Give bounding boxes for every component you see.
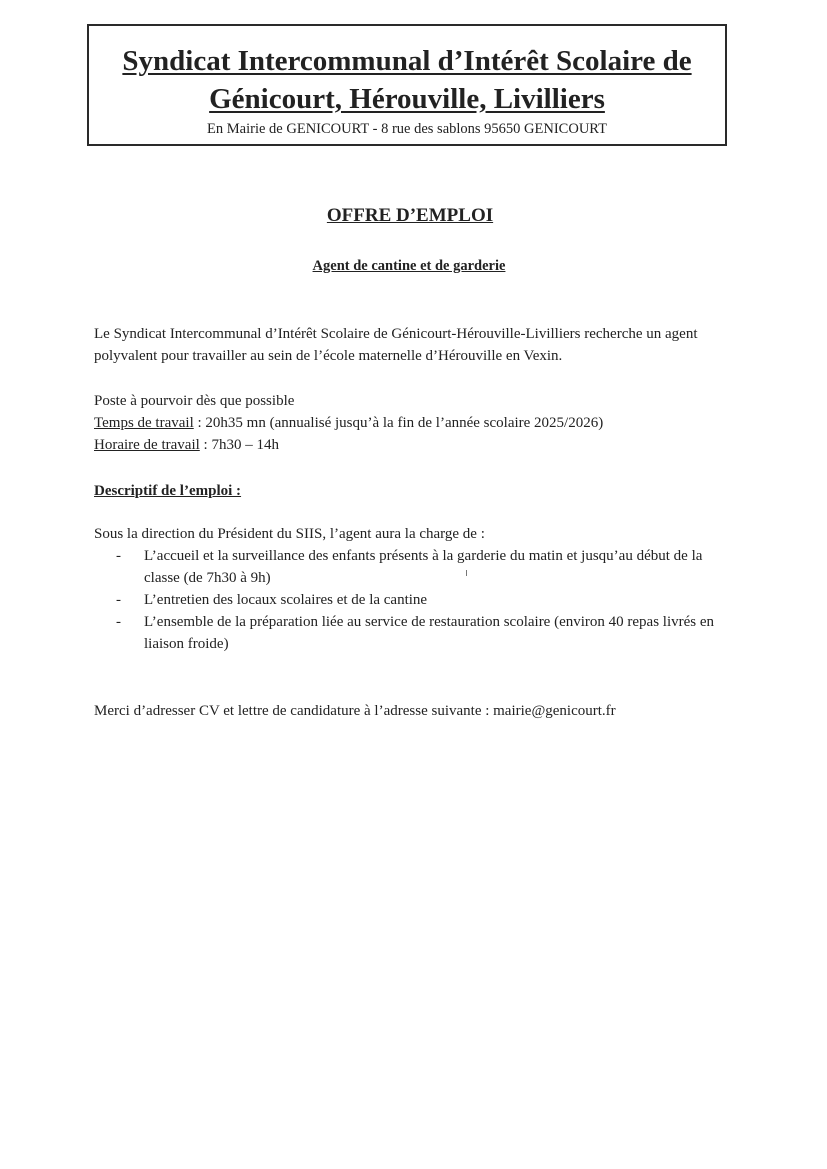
list-dash: -: [116, 592, 121, 608]
schedule-label: Horaire de travail: [94, 437, 200, 453]
list-item-text: L’ensemble de la préparation liée au service de restauration scolaire (environ 40 repas livrés en liaison froide): [144, 614, 715, 652]
list-dash: -: [116, 548, 121, 564]
offer-title: OFFRE D’EMPLOI: [326, 205, 494, 226]
duties-list: [94, 545, 734, 655]
list-item-text: L’entretien des locaux scolaires et de la cantine: [144, 592, 428, 608]
schedule-line: [94, 434, 734, 456]
work-time-value: : 20h35 mn (annualisé jusqu’à la fin de l’année scolaire 2025/2026): [193, 415, 604, 431]
job-details: [94, 390, 734, 456]
list-item: [94, 611, 734, 655]
intro-paragraph: Le Syndicat Intercommunal d’Intérêt Scolaire de Génicourt-Hérouville-Livilliers recherche un agent polyvalent pour travailler au sein de l’école maternelle d’Hérouville en Vexin.: [94, 326, 698, 364]
header-box: [87, 24, 727, 146]
list-dash: -: [116, 614, 121, 630]
schedule-value: : 7h30 – 14h: [199, 437, 279, 453]
list-item: [94, 589, 734, 611]
work-time-label: Temps de travail: [94, 415, 194, 431]
contact-line: Merci d’adresser CV et lettre de candidature à l’adresse suivante : mairie@genicourt.fr: [94, 703, 616, 719]
work-time-line: [94, 412, 734, 434]
list-item-text: L’accueil et la surveillance des enfants présents à la garderie du matin et jusqu’au début de la classe (de 7h30 à 9h): [144, 548, 703, 586]
offer-subtitle: Agent de cantine et de garderie: [312, 258, 506, 274]
duties-lead: Sous la direction du Président du SIIS, l’agent aura la charge de :: [94, 526, 485, 542]
list-item: [94, 545, 734, 589]
header-title-line2: Génicourt, Hérouville, Livilliers: [209, 83, 605, 115]
header-title-line1: Syndicat Intercommunal d’Intérêt Scolaire de: [122, 45, 692, 77]
description-title: Descriptif de l’emploi :: [94, 483, 242, 499]
header-address: En Mairie de GENICOURT - 8 rue des sablons 95650 GENICOURT: [207, 121, 607, 137]
scan-speck: [466, 570, 467, 576]
availability-line: Poste à pourvoir dès que possible: [94, 393, 295, 409]
header-title: [89, 26, 725, 118]
